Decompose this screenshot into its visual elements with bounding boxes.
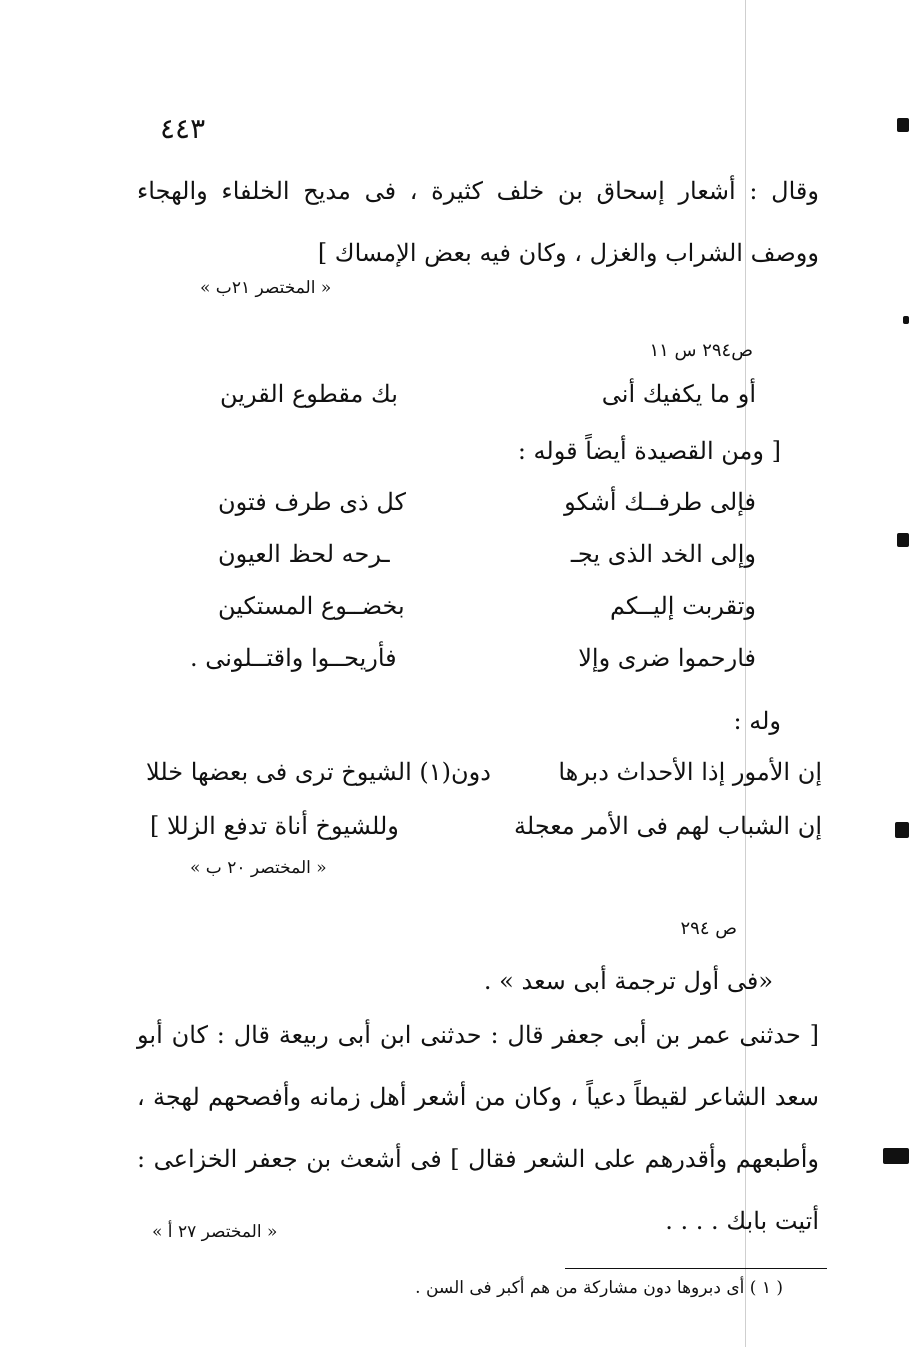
intro-paragraph: وقال : أشعار إسحاق بن خلف كثيرة ، فى مديح الخلفاء والهجاء ووصف الشراب والغزل ، وكان فيه بعض الإمساك ]: [137, 177, 819, 267]
verse-second-hemistich: كل ذى طرف فتون: [218, 488, 406, 516]
margin-ink-mark: [897, 118, 909, 132]
verse-line: [190, 644, 756, 684]
location-reference: ص٢٩٤ س ١١: [649, 340, 753, 361]
verse-second-hemistich: دون(١) الشيوخ ترى فى بعضها خللا: [146, 758, 491, 786]
margin-ink-mark: [903, 316, 909, 324]
verse-second-hemistich: وللشيوخ أناة تدفع الزللا ]: [150, 812, 399, 840]
section-intro-line: [ ومن القصيدة أيضاً قوله :: [517, 437, 781, 465]
verse-second-hemistich: ـرحه لحظ العيون: [218, 540, 390, 568]
verse-first-hemistich: فإلى طرفــك أشكو: [564, 488, 756, 516]
page-number: ٤٤٣: [160, 112, 206, 145]
source-reference: « المختصر ٢٠ ب »: [190, 858, 327, 878]
margin-ink-mark: [895, 822, 909, 838]
verse-first-hemistich: وإلى الخد الذى يجـ: [570, 540, 756, 568]
verse-second-hemistich: فأريحــوا واقتــلونى .: [190, 644, 397, 672]
verse-first-hemistich: إن الأمور إذا الأحداث دبرها: [558, 758, 822, 786]
verse-line: [218, 592, 756, 632]
verse-line: [218, 540, 756, 580]
narrative-paragraph: [ حدثنى عمر بن أبى جعفر قال : حدثنى ابن أبى ربيعة قال : كان أبو سعد الشاعر لقيطاً دعياً ، وكان من أشعر أهل زمانه وأفصحهم لهجة ، وأطبعهم وأقدرهم على الشعر فقال ] فى أشعث بن جعفر الخزاعى : أتيت بابك . . . .: [137, 1021, 819, 1235]
footnote: ( ١ ) أى دبروها دون مشاركة من هم أكبر فى السن .: [415, 1278, 783, 1298]
section-intro-line: وله :: [733, 707, 781, 735]
verse-second-hemistich: بخضــوع المستكين: [218, 592, 405, 620]
source-reference: « المختصر ٢٧ أ »: [152, 1222, 278, 1242]
verse-second-hemistich: بك مقطوع القرين: [220, 380, 398, 408]
verse-line: [150, 812, 822, 852]
margin-ink-mark: [883, 1148, 909, 1164]
margin-ink-mark: [897, 533, 909, 547]
verse-first-hemistich: أو ما يكفيك أنى: [601, 380, 756, 408]
verse-line: [146, 758, 822, 798]
verse-first-hemistich: إن الشباب لهم فى الأمر معجلة: [514, 812, 822, 840]
section-heading: «فى أول ترجمة أبى سعد » .: [483, 967, 773, 995]
location-reference: ص ٢٩٤: [680, 918, 737, 939]
footnote-separator: [565, 1268, 827, 1269]
verse-line: [220, 380, 756, 420]
verse-first-hemistich: وتقربت إليــكم: [609, 592, 756, 620]
verse-line: [218, 488, 756, 528]
source-reference: « المختصر ٢١ب »: [200, 278, 332, 298]
verse-first-hemistich: فارحموا ضرى وإلا: [578, 644, 756, 672]
